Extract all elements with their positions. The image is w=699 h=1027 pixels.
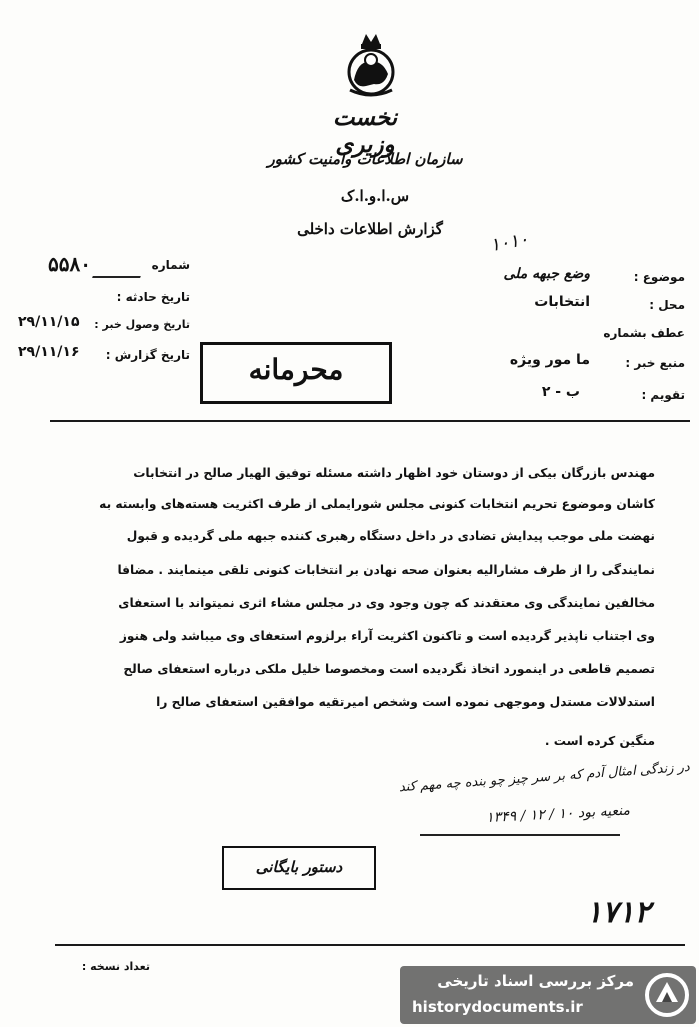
incident-date-label: تاریخ حادثه :: [116, 290, 190, 304]
number-scribble: [92, 262, 146, 278]
divider-top: [50, 420, 690, 422]
report-date-label: تاریخ گزارش :: [105, 348, 190, 362]
attach-label: عطف بشماره: [603, 326, 685, 340]
body-line-7: تصمیم قاطعی در اینمورد اتخاذ نگردیده است ومخصوصا خلیل ملکی درباره استعفای صالح: [123, 662, 655, 676]
body-line-3: نهضت ملی موجب پیدایش تضادی در داخل دستگاه رهبری کننده جبهه ملی گردیده و قبول: [126, 529, 655, 543]
handwritten-note-line1: در زندگی امثال آدم که بر سر چیز چو بنده چه مهم کند: [398, 759, 691, 796]
divider-bottom: [55, 944, 685, 946]
body-line-5: مخالفین نمایندگی وی معتقدند که چون وجود وی در مجلس مشاء اثری نمیتواند با استعفای: [118, 596, 655, 610]
classification-stamp-text: محرمانه: [248, 353, 344, 386]
lion-and-sun-emblem-icon: [344, 30, 398, 100]
report-date-value: ۲۹/۱۱/۱۶: [18, 344, 80, 360]
subject-value: وضع جبهه ملی: [503, 266, 590, 282]
received-date-label: تاریخ وصول خبر :: [94, 318, 190, 331]
source-label: منبع خبر :: [625, 356, 685, 370]
number-value: ۵۵۸۰: [48, 252, 91, 276]
handwritten-mark: ۱۰۱۰: [488, 228, 531, 257]
letterhead-line4: گزارش اطلاعات داخلی: [297, 220, 443, 238]
archive-stamp-text: دستور بایگانی: [255, 858, 343, 876]
file-number: ۱۷۱۲: [586, 895, 651, 930]
body-line-9: منگین کرده است .: [544, 734, 655, 748]
handwritten-note-line2: منعیه بود ۱۰ / ۱۲ / ۱۳۴۹: [485, 802, 631, 827]
body-line-4: نمایندگی را از طرف مشارالیه بعنوان صحه نهادن بر انتخابات کنونی تلقی مینمایند . مضافا: [117, 563, 655, 577]
evaluation-value: ب - ۲: [541, 384, 580, 400]
number-label: شماره: [151, 258, 190, 272]
received-date-value: ۲۹/۱۱/۱۵: [18, 314, 80, 330]
letterhead-line1: نخست وزیری: [332, 104, 398, 158]
watermark: [400, 966, 696, 1024]
place-label: محل :: [649, 298, 685, 312]
letterhead-line2: سازمان اطلاعات وامنیت کشور: [267, 150, 463, 168]
letterhead-line3: س.ا.و.ا.ک: [340, 187, 410, 205]
body-line-2: کاشان وموضوع تحریم انتخابات کنونی مجلس شورایملی از طرف اکثریت هسته‌های وابسته به: [99, 497, 655, 511]
classification-stamp: [200, 342, 392, 404]
place-value: انتخابات: [534, 294, 590, 310]
watermark-url: historydocuments.ir: [412, 998, 583, 1016]
body-line-6: وی اجتناب ناپذیر گردیده است و تاکنون اکثریت آراء برلزوم استعفای وی میباشد ولی هنوز: [119, 629, 655, 643]
body-line-1: مهندس بازرگان بیکی از دوستان خود اظهار داشته مسئله توفیق الهیار صالح در انتخابات: [133, 466, 655, 480]
handwritten-underline: [420, 830, 620, 836]
subject-label: موضوع :: [633, 270, 685, 284]
body-line-8: استدلالات مستدل وموجهی نموده است وشخص امیرتقیه موافقین استعفای صالح را: [156, 695, 655, 709]
archive-stamp: [222, 846, 376, 890]
watermark-logo-icon: [644, 972, 690, 1018]
source-value: ما مور ویژه: [509, 352, 590, 368]
copies-label: تعداد نسخه :: [81, 960, 150, 973]
evaluation-label: تقویم :: [641, 388, 685, 402]
watermark-text: مرکز بررسی اسناد تاریخی: [437, 972, 634, 990]
